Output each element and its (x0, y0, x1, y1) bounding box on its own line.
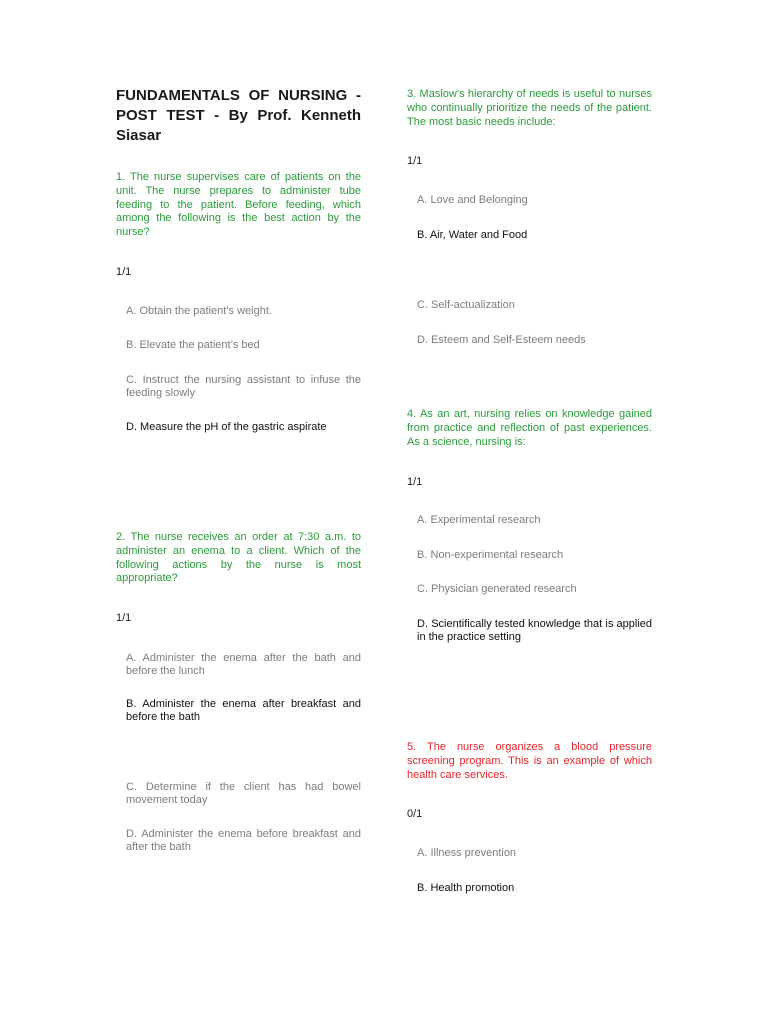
selected-answer-option: B. Air, Water and Food (417, 229, 528, 241)
question-score: 1/1 (407, 476, 423, 488)
answer-option: D. Administer the enema before breakfast and after the bath (126, 828, 361, 853)
answer-option: C. Physician generated research (417, 583, 577, 595)
answer-option: C. Instruct the nursing assistant to infuse the feeding slowly (126, 374, 361, 399)
selected-answer-option: D. Measure the pH of the gastric aspirate (126, 421, 327, 433)
left-column (116, 0, 361, 1024)
answer-option: C. Self-actualization (417, 299, 515, 311)
answer-option: B. Elevate the patient’s bed (126, 339, 260, 351)
right-column (407, 0, 652, 1024)
question-text: 3. Maslow’s hierarchy of needs is useful to nurses who continually prioritize the needs of the patient. The most basic needs include: (407, 88, 652, 128)
question-score: 1/1 (116, 612, 132, 624)
question-text: 2. The nurse receives an order at 7:30 a.m. to administer an enema to a client. Which of the following actions by the nurse is most appropriate? (116, 531, 361, 585)
answer-option: D. Esteem and Self-Esteem needs (417, 334, 586, 346)
question-score: 1/1 (116, 266, 132, 278)
question-text: 5. The nurse organizes a blood pressure screening program. This is an example of which health care services. (407, 741, 652, 781)
document-title: FUNDAMENTALS OF NURSING - POST TEST - By Prof. Kenneth Siasar (116, 87, 361, 144)
selected-answer-option: B. Health promotion (417, 882, 515, 894)
question-text: 4. As an art, nursing relies on knowledge gained from practice and reflection of past experiences. As a science, nursing is: (407, 408, 652, 448)
selected-answer-option: D. Scientifically tested knowledge that is applied in the practice setting (417, 618, 652, 643)
answer-option: A. Love and Belonging (417, 194, 528, 206)
answer-option: B. Non-experimental research (417, 549, 564, 561)
answer-option: C. Determine if the client has had bowel movement today (126, 781, 361, 806)
question-text: 1. The nurse supervises care of patients on the unit. The nurse prepares to administer tube feeding to the patient. Before feeding, which among the following is the best action by the nurse? (116, 171, 361, 239)
selected-answer-option: B. Administer the enema after breakfast and before the bath (126, 698, 361, 723)
question-score: 1/1 (407, 155, 423, 167)
question-score: 0/1 (407, 808, 423, 820)
answer-option: A. Experimental research (417, 514, 541, 526)
answer-option: A. Obtain the patient’s weight. (126, 305, 272, 317)
answer-option: A. Administer the enema after the bath and before the lunch (126, 652, 361, 677)
answer-option: A. Illness prevention (417, 847, 517, 859)
